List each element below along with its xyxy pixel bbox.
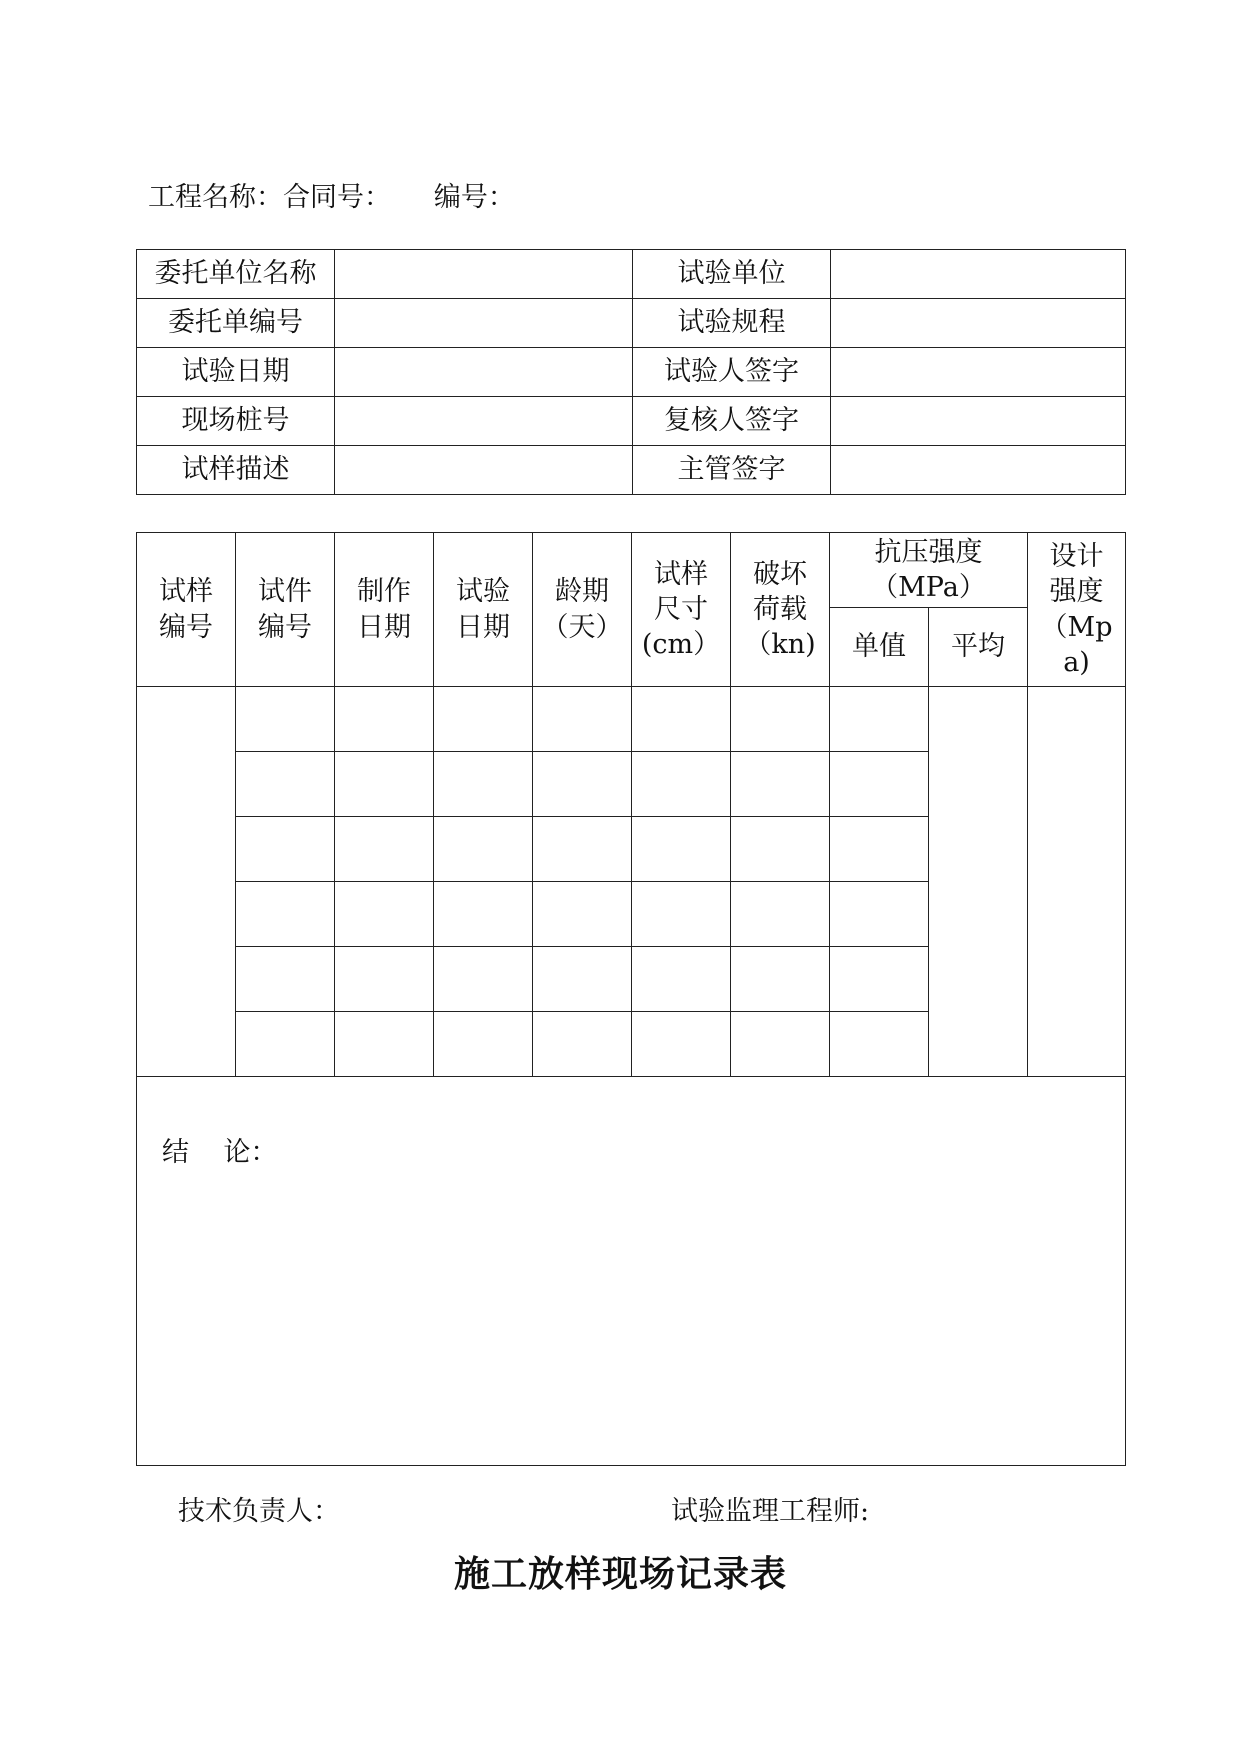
table-cell[interactable] — [236, 1012, 335, 1077]
header-compressive-strength: 抗压强度 （MPa） — [830, 533, 1028, 608]
table-cell[interactable] — [632, 687, 731, 752]
table-cell[interactable] — [533, 947, 632, 1012]
info-label: 复核人签字 — [633, 397, 831, 446]
header-make-date: 制作 日期 — [335, 533, 434, 687]
conclusion-field[interactable] — [137, 1077, 1126, 1466]
info-label: 试验日期 — [137, 348, 335, 397]
table-cell[interactable] — [830, 752, 929, 817]
table-cell[interactable] — [830, 947, 929, 1012]
table-cell[interactable] — [533, 817, 632, 882]
table-cell[interactable] — [830, 882, 929, 947]
header-line — [148, 175, 515, 214]
info-value-field[interactable] — [831, 446, 1126, 495]
table-cell[interactable] — [731, 752, 830, 817]
info-label: 试验规程 — [633, 299, 831, 348]
info-label: 主管签字 — [633, 446, 831, 495]
header-specimen-no: 试件 编号 — [236, 533, 335, 687]
table-cell[interactable] — [731, 817, 830, 882]
table-cell[interactable] — [335, 752, 434, 817]
table-cell[interactable] — [434, 817, 533, 882]
table-cell[interactable] — [632, 752, 731, 817]
info-row — [137, 348, 1126, 397]
table-cell[interactable] — [731, 947, 830, 1012]
info-label: 委托单位名称 — [137, 250, 335, 299]
project-name-label: 工程名称： — [148, 182, 283, 213]
table-cell[interactable] — [236, 752, 335, 817]
table-cell[interactable] — [533, 752, 632, 817]
table-cell[interactable] — [434, 752, 533, 817]
table-cell[interactable] — [632, 882, 731, 947]
table-cell[interactable] — [434, 687, 533, 752]
header-design-strength: 设计 强度 （Mp a) — [1028, 533, 1126, 687]
table-cell[interactable] — [830, 1012, 929, 1077]
serial-no-label: 编号： — [433, 182, 515, 213]
supervisor-label: 试验监理工程师: — [671, 1496, 870, 1527]
table-cell[interactable] — [434, 947, 533, 1012]
data-table — [136, 532, 1126, 1466]
info-label: 现场桩号 — [137, 397, 335, 446]
header-average: 平均 — [929, 608, 1028, 687]
info-value-field[interactable] — [831, 348, 1126, 397]
info-value-field[interactable] — [831, 299, 1126, 348]
info-label: 试样描述 — [137, 446, 335, 495]
table-cell[interactable] — [731, 1012, 830, 1077]
header-row — [137, 533, 1126, 608]
table-cell[interactable] — [335, 882, 434, 947]
contract-no-label: 合同号： — [283, 182, 391, 213]
table-cell[interactable] — [533, 1012, 632, 1077]
table-cell[interactable] — [335, 687, 434, 752]
table-cell[interactable] — [632, 817, 731, 882]
table-cell[interactable] — [434, 1012, 533, 1077]
info-value-field[interactable] — [335, 299, 633, 348]
header-sample-no: 试样 编号 — [137, 533, 236, 687]
average-cell[interactable] — [929, 687, 1028, 1077]
info-row — [137, 299, 1126, 348]
info-row — [137, 397, 1126, 446]
table-cell[interactable] — [236, 947, 335, 1012]
info-label: 试验人签字 — [633, 348, 831, 397]
table-cell[interactable] — [236, 687, 335, 752]
info-value-field[interactable] — [335, 348, 633, 397]
table-cell[interactable] — [533, 882, 632, 947]
tech-lead-label: 技术负责人： — [178, 1496, 340, 1527]
next-page-title: 施工放样现场记录表 — [453, 1553, 787, 1595]
header-single-value: 单值 — [830, 608, 929, 687]
table-cell[interactable] — [533, 687, 632, 752]
info-value-field[interactable] — [335, 446, 633, 495]
info-label: 试验单位 — [633, 250, 831, 299]
header-age: 龄期 （天） — [533, 533, 632, 687]
info-value-field[interactable] — [831, 397, 1126, 446]
info-value-field[interactable] — [335, 397, 633, 446]
table-cell[interactable] — [632, 1012, 731, 1077]
table-cell[interactable] — [335, 1012, 434, 1077]
info-row — [137, 250, 1126, 299]
table-cell[interactable] — [236, 817, 335, 882]
table-cell[interactable] — [632, 947, 731, 1012]
header-failure-load: 破坏 荷载 （kn) — [731, 533, 830, 687]
table-cell[interactable] — [335, 817, 434, 882]
table-row — [137, 687, 1126, 752]
info-table — [136, 249, 1126, 495]
info-value-field[interactable] — [335, 250, 633, 299]
table-cell[interactable] — [731, 882, 830, 947]
info-value-field[interactable] — [831, 250, 1126, 299]
table-cell[interactable] — [335, 947, 434, 1012]
info-row — [137, 446, 1126, 495]
table-cell[interactable] — [731, 687, 830, 752]
header-test-date: 试验 日期 — [434, 533, 533, 687]
sample-no-cell[interactable] — [137, 687, 236, 1077]
table-cell[interactable] — [830, 817, 929, 882]
conclusion-label: 结 论： — [162, 1137, 278, 1168]
conclusion-row — [137, 1077, 1126, 1466]
info-label: 委托单编号 — [137, 299, 335, 348]
table-cell[interactable] — [830, 687, 929, 752]
table-cell[interactable] — [434, 882, 533, 947]
design-strength-cell[interactable] — [1028, 687, 1126, 1077]
header-size: 试样 尺寸 (cm） — [632, 533, 731, 687]
table-cell[interactable] — [236, 882, 335, 947]
